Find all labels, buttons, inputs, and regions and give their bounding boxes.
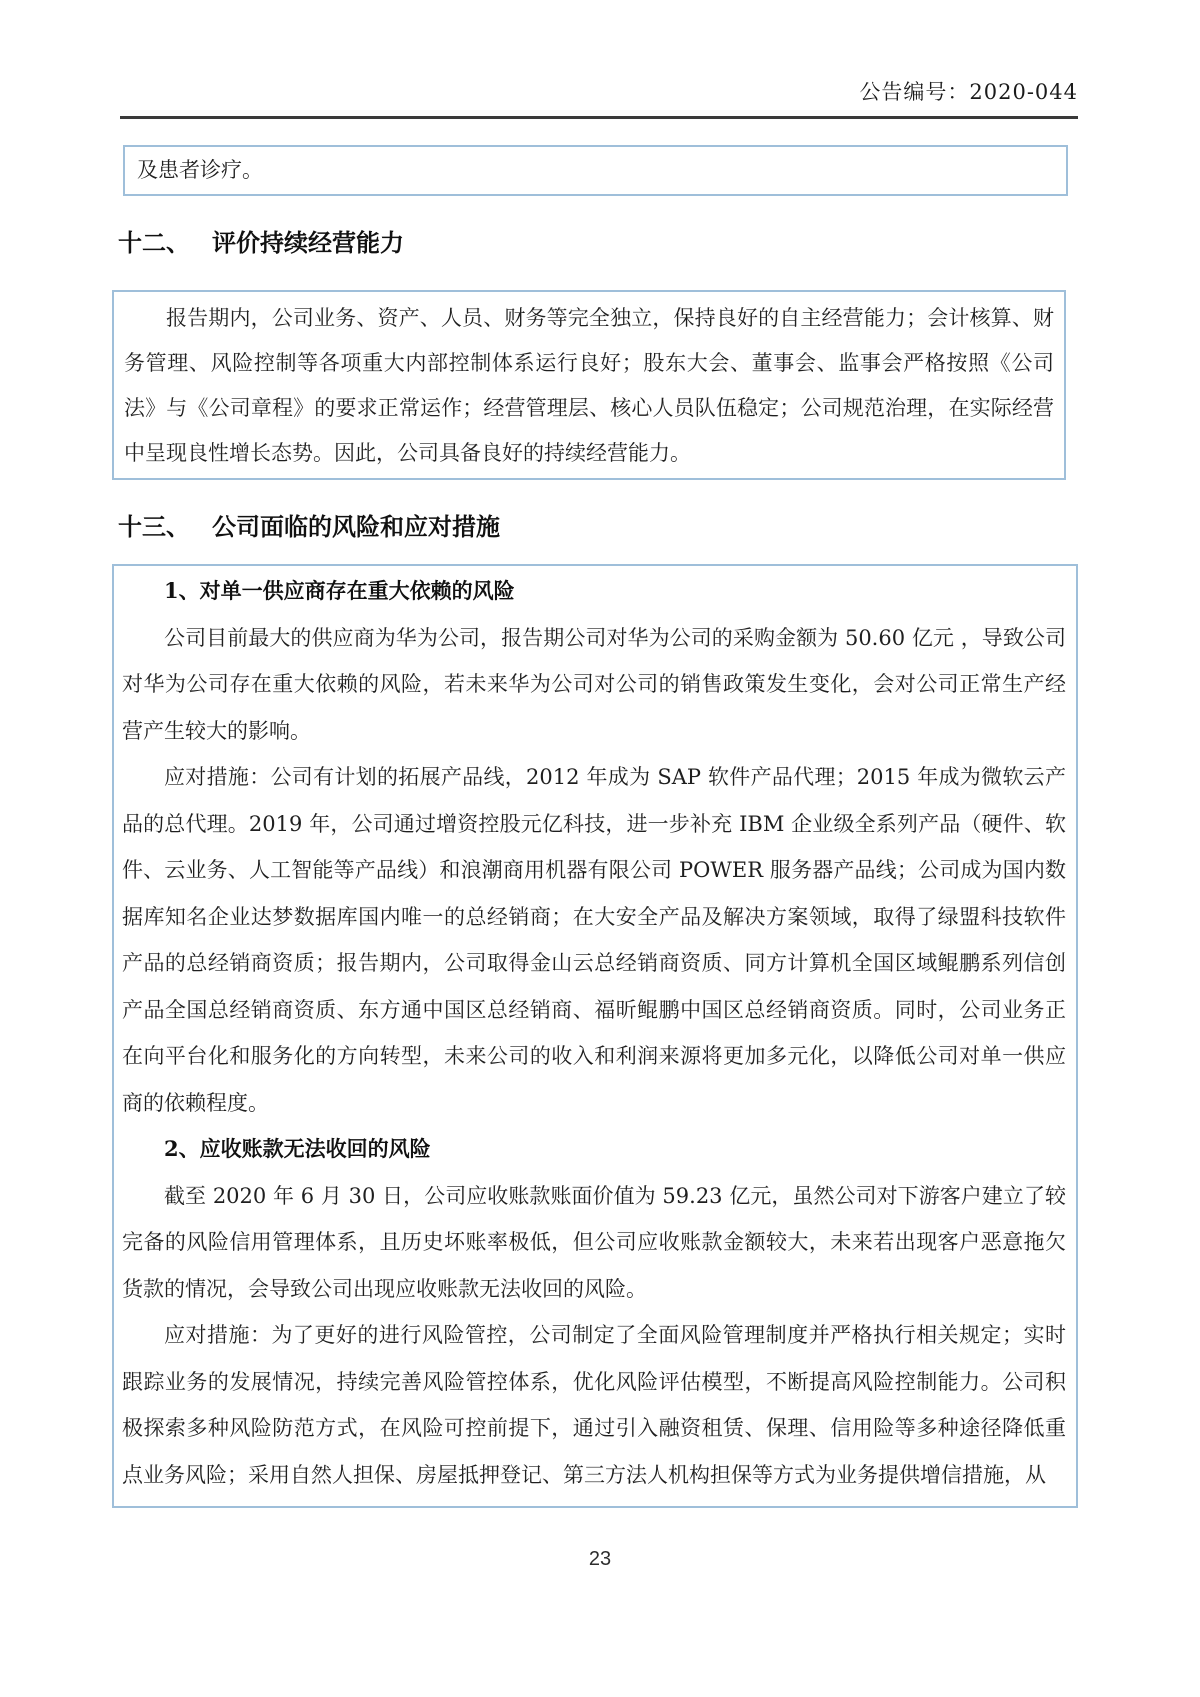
document-header bbox=[112, 0, 1078, 106]
section12-number: 十二、 bbox=[118, 228, 190, 257]
section13-block-5-para: 截至 2020 年 6 月 30 日，公司应收账款账面价值为 59.23 亿元，虽然公司对下游客户建立了较完备的风险信用管理体系，且历史坏账率极低，但公司应收账款金额较大，未来若出现客户恶意拖欠货款的情况，会导致公司出现应收账款无法收回的风险。 bbox=[122, 1183, 1066, 1301]
section13-block-3-para: 应对措施：公司有计划的拓展产品线，2012 年成为 SAP 软件产品代理；2015 年成为微软云产品的总代理。2019 年，公司通过增资控股元亿科技，进一步补充 IBM 企业级全系列产品（硬件、软件、云业务、人工智能等产品线）和浪潮商用机器有限公司 POWER 服务器产品线；公司成为国内数据库知名企业达梦数据库国内唯一的总经销商；在大安全产品及解决方案领域，取得了绿盟科技软件产品的总经销商资质；报告期内，公司取得金山云总经销商资质、同方计算机全国区域鲲鹏系列信创产品全国总经销商资质、东方通中国区总经销商、福昕鲲鹏中国区总经销商资质。同时，公司业务正在向平台化和服务化的方向转型，未来公司的收入和利润来源将更加多元化，以降低公司对单一供应商的依赖程度。 bbox=[122, 765, 1066, 1115]
section12-title: 评价持续经营能力 bbox=[212, 228, 404, 257]
document-page bbox=[112, 0, 1078, 1508]
section13-heading bbox=[118, 510, 1078, 544]
section13-box bbox=[112, 564, 1078, 1508]
section13-block-4-subheading: 2、应收账款无法收回的风险 bbox=[164, 1136, 431, 1161]
section13-block-1-subheading: 1、对单一供应商存在重大依赖的风险 bbox=[164, 578, 515, 603]
section13-block-6-para: 应对措施：为了更好的进行风险管控，公司制定了全面风险管理制度并严格执行相关规定；实时跟踪业务的发展情况，持续完善风险管控体系，优化风险评估模型，不断提高风险控制能力。公司积极探索多种风险防范方式，在风险可控前提下，通过引入融资租赁、保理、信用险等多种途径降低重点业务风险；采用自然人担保、房屋抵押登记、第三方法人机构担保等方式为业务提供增信措施，从 bbox=[122, 1323, 1066, 1487]
carry-over-text-box bbox=[123, 145, 1068, 196]
section12-heading bbox=[118, 226, 1078, 260]
page-number: 23 bbox=[588, 1548, 612, 1570]
section13-title: 公司面临的风险和应对措施 bbox=[212, 512, 500, 541]
section12-paragraph: 报告期内，公司业务、资产、人员、财务等完全独立，保持良好的自主经营能力；会计核算、财务管理、风险控制等各项重大内部控制体系运行良好；股东大会、董事会、监事会严格按照《公司法》与《公司章程》的要求正常运作；经营管理层、核心人员队伍稳定；公司规范治理，在实际经营中呈现良性增长态势。因此，公司具备良好的持续经营能力。 bbox=[124, 306, 1054, 465]
section13-block-2-para: 公司目前最大的供应商为华为公司，报告期公司对华为公司的采购金额为 50.60 亿元 ，导致公司对华为公司存在重大依赖的风险，若未来华为公司对公司的销售政策发生变化，会对公司正常生产经营产生较大的影响。 bbox=[122, 625, 1066, 743]
header-divider bbox=[120, 116, 1078, 119]
section13-number: 十三、 bbox=[118, 512, 190, 541]
carry-over-text: 及患者诊疗。 bbox=[137, 158, 263, 182]
section12-box bbox=[112, 290, 1066, 480]
announcement-number: 公告编号：2020-044 bbox=[859, 80, 1078, 104]
